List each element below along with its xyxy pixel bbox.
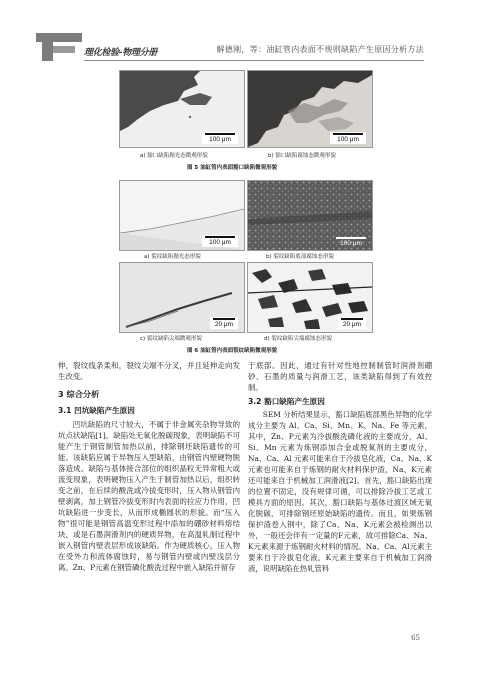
paragraph: 伸，裂纹线条柔和，裂纹尖端不分叉，并且延伸走向发生改变。 <box>58 361 240 381</box>
figure6-panel-a-image <box>119 180 245 251</box>
journal-name: 理化检验-物理分册 <box>84 48 158 58</box>
figure6-panel-c-image <box>119 262 245 333</box>
scale-bar: 100 μm <box>202 235 238 247</box>
right-intro <box>248 360 432 393</box>
section-heading-3-2: 3.2 豁口缺陷产生原因 <box>248 397 325 406</box>
figure6-caption: 图 6 油缸管内表面裂纹缺陷微观形貌 <box>187 348 278 354</box>
figure5-panel-b-label: b) 豁口缺陷腐蚀态微观形貌 <box>268 153 336 159</box>
paragraph: SEM 分析结果显示，豁口缺陷底部黑色异物的化学成分主要为 Al、Ca、Si、Mn、K、Na、Fe 等元素，其中，Zn、P元素为冷拔酸洗磷化液的主要成分，Al、Si、Mn 元素为炼钢添加合金或脱氧剂的主要成分，Na、Ca、Al 元素可能来自于冷拔皂化液，Ca、Na、K元素也可能来自于炼钢的耐火材料保护渣，Na、K元素还可能来自于机械加工润滑液[2]。首先，豁口缺陷出现的位置不固定，没有规律可循，可以排除冷拔工艺或工模具方面的原因。其次，豁口缺陷与基体过渡区域无氧化脱碳，可排除钢坯原始缺陷的遗传。而且，如果炼钢保护渣卷入钢中，除了Ca、Na、K元素会被检测出以外，一般还会伴有一定量的F元素，故可排除Ca、Na、K元素来源于炼钢耐火材料的情况。Na、Ca、Al元素主要来自于冷拔皂化液，K元素主要来自于机械加工润滑液，说明缺陷在热轧管料 <box>248 410 432 573</box>
section-heading-3: 3 综合分析 <box>58 389 100 399</box>
figure5-panel-a-image <box>119 70 245 148</box>
paragraph: 凹坑缺陷的尺寸较大，不属于非金属夹杂物导致的坑点状缺陷[1]。缺陷处无氧化脱碳现象，表明缺陷不可能产生于钢管制管加热以前，排除钢坯缺陷遗传的可能。该缺陷应属于异物压入型缺陷，由钢管内壁硬物脱落造成。缺陷与基体接合部位的组织晶粒无异常粗大或流变现象，表明硬物压入产生于制管加热以后，组织转变之前，在后续的酸洗或冷拔变形时，压入物从钢管内壁剥离，加上钢管冷拔变形时内表面的拉应力作用，凹坑缺陷进一步变长，从而形成椭圆状的形貌。而“压入物”很可能是钢管高温变形过程中添加的硼砂材料熔结块，或是石墨润滑剂内的硬质异物，在高温轧制过程中嵌入钢管内壁表层形成该缺陷。作为硬质核心，压入物在受外力和流体腐蚀时，易与钢管内壁或内壁浅层分离。Zn、P元素在钢管磷化酸洗过程中嵌入缺陷并留存 <box>58 420 240 572</box>
figure5-panel-a-label: a) 豁口缺陷抛光态微观形貌 <box>140 153 208 159</box>
figure5-panel-b-image <box>247 70 373 148</box>
running-head: 解德刚，等：油缸管内表面不规则缺陷产生原因分析方法 <box>216 45 424 54</box>
figure6-panel-b-image <box>247 180 373 251</box>
scale-bar: 100 μm <box>336 237 366 247</box>
left-intro <box>58 360 240 382</box>
journal-logo <box>36 33 82 61</box>
scale-bar: 20 μm <box>338 317 366 329</box>
figure6-panel-b-label: b) 裂纹缺陷底部腐蚀态形貌 <box>266 254 334 260</box>
scale-bar: 100 μm <box>202 132 238 144</box>
section-heading-3-1: 3.1 凹坑缺陷产生原因 <box>58 406 135 415</box>
figure6-panel-c-label: c) 裂纹缺陷尖端微观形貌 <box>140 336 202 342</box>
scale-bar: 20 μm <box>210 317 238 329</box>
figure6-panel-d-label: d) 裂纹缺陷尖端腐蚀态形貌 <box>264 336 332 342</box>
figure5-caption: 图 5 油缸管内表面豁口缺陷微观形貌 <box>187 165 278 171</box>
paragraph: 于底部。因此，通过有针对性地控制制管时润滑剂硼砂、石墨的质量与润滑工艺，该类缺陷得到了有效控制。 <box>248 361 432 392</box>
header-rule <box>84 60 424 61</box>
page-number: 65 <box>411 634 420 642</box>
page-header <box>0 0 480 64</box>
figure6-panel-d-image <box>247 262 373 333</box>
right-body <box>248 409 432 574</box>
figure6-panel-a-label: a) 裂纹缺陷抛光态形貌 <box>144 254 201 260</box>
left-body <box>58 419 240 573</box>
scale-bar: 100 μm <box>330 132 366 144</box>
